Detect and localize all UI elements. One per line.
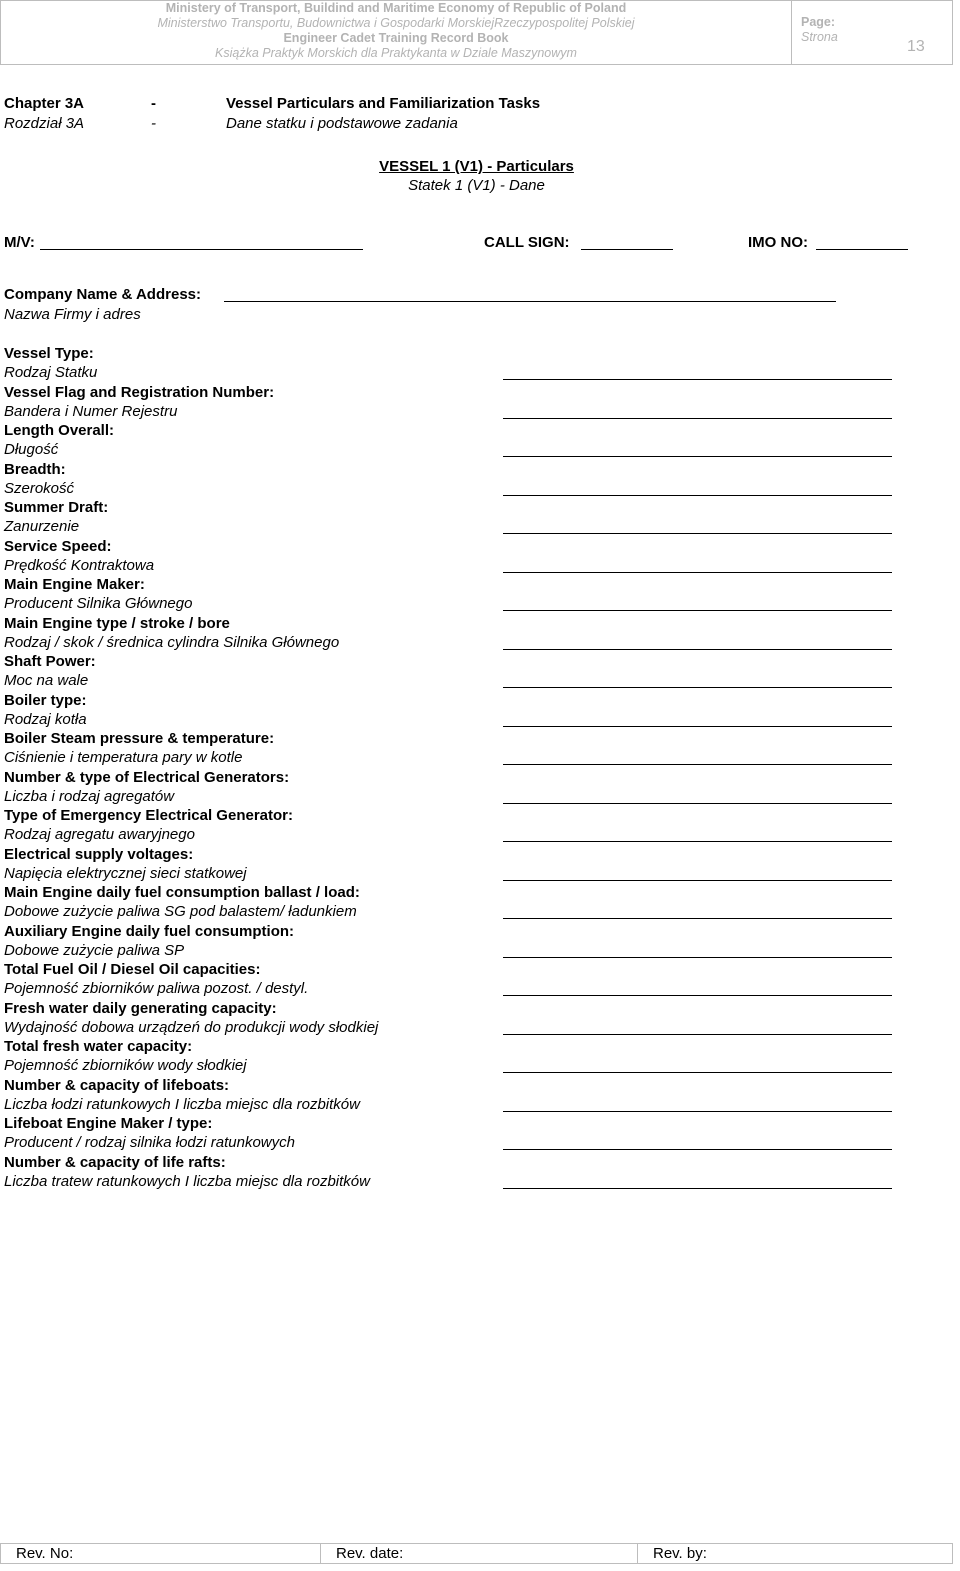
field-label-en: Total fresh water capacity:	[4, 1038, 193, 1055]
field-label-pl: Liczba tratew ratunkowych I liczba miejsc dla rozbitków	[4, 1172, 370, 1190]
imo-no-label: IMO NO:	[748, 234, 808, 251]
page-number: 13	[907, 38, 925, 55]
field-label-pl: Producent / rodzaj silnika łodzi ratunkowych	[4, 1134, 295, 1151]
field-label-en: Number & type of Electrical Generators:	[4, 768, 290, 786]
field-label-en: Summer Draft:	[4, 499, 109, 516]
rev-no-cell: Rev. No:	[1, 1544, 321, 1563]
chapter-title-pl: Dane statku i podstawowe zadania	[226, 115, 458, 132]
field-label-en: Shaft Power:	[4, 653, 96, 670]
rev-date-cell: Rev. date:	[321, 1544, 638, 1563]
chapter-dash-pl: -	[151, 115, 156, 132]
field-label-en: Electrical supply voltages:	[4, 845, 194, 863]
field-input-line[interactable]	[503, 495, 892, 496]
field-input-line[interactable]	[503, 880, 892, 881]
field-label-en: Main Engine Maker:	[4, 576, 145, 593]
field-label-pl: Rodzaj kotła	[4, 710, 87, 728]
company-input-line[interactable]	[224, 301, 836, 302]
company-label: Company Name & Address:	[4, 286, 201, 303]
chapter-label-pl: Rozdział 3A	[4, 115, 85, 132]
field-label-en: Length Overall:	[4, 422, 115, 439]
field-label-en: Lifeboat Engine Maker / type:	[4, 1115, 213, 1132]
field-input-line[interactable]	[503, 379, 892, 380]
page-label-pl: Strona	[801, 30, 838, 44]
field-label-pl: Pojemność zbiorników paliwa pozost. / destyl.	[4, 980, 309, 997]
section-title: VESSEL 1 (V1) - Particulars	[379, 158, 574, 175]
field-label-pl: Pojemność zbiorników wody słodkiej	[4, 1057, 247, 1074]
field-input-line[interactable]	[503, 649, 892, 650]
field-input-line[interactable]	[503, 1188, 892, 1189]
call-sign-input-line[interactable]	[581, 249, 673, 250]
field-label-pl: Rodzaj Statku	[4, 364, 98, 381]
field-label-pl: Prędkość Kontraktowa	[4, 556, 155, 574]
page-header	[0, 0, 953, 65]
field-label-en: Vessel Type:	[4, 345, 94, 362]
field-input-line[interactable]	[503, 1034, 892, 1035]
field-label-en: Main Engine type / stroke / bore	[4, 614, 230, 632]
chapter-title: Vessel Particulars and Familiarization Tasks	[226, 95, 541, 112]
field-label-en: Auxiliary Engine daily fuel consumption:	[4, 922, 295, 940]
field-label-en: Number & capacity of life rafts:	[4, 1153, 226, 1171]
header-line-1: Ministery of Transport, Buildind and Maritime Economy of Republic of Poland	[165, 1, 627, 15]
header-line-4: Książka Praktyk Morskich dla Praktykanta w Dziale Maszynowym	[215, 46, 577, 60]
field-input-line[interactable]	[503, 418, 892, 419]
field-label-pl: Rodzaj agregatu awaryjnego	[4, 826, 195, 843]
field-input-line[interactable]	[503, 803, 892, 804]
field-label-pl: Długość	[4, 441, 59, 458]
field-label-pl: Ciśnienie i temperatura pary w kotle	[4, 749, 243, 766]
field-label-pl: Moc na wale	[4, 672, 89, 689]
rev-by-cell: Rev. by:	[653, 1545, 707, 1562]
field-label-en: Type of Emergency Electrical Generator:	[4, 807, 293, 824]
page-label: Page:	[801, 15, 836, 29]
chapter-dash: -	[151, 95, 156, 112]
field-label-pl: Dobowe zużycie paliwa SG pod balastem/ ładunkiem	[4, 903, 357, 920]
field-label-pl: Producent Silnika Głównego	[4, 595, 193, 612]
field-input-line[interactable]	[503, 572, 892, 573]
header-line-3: Engineer Cadet Training Record Book	[283, 31, 509, 45]
mv-label: M/V:	[4, 234, 35, 251]
chapter-label: Chapter 3A	[4, 95, 85, 112]
company-label-pl: Nazwa Firmy i adres	[4, 306, 141, 323]
field-label-en: Vessel Flag and Registration Number:	[4, 383, 275, 401]
field-input-line[interactable]	[503, 533, 892, 534]
field-label-en: Total Fuel Oil / Diesel Oil capacities:	[4, 961, 261, 978]
field-label-pl: Rodzaj / skok / średnica cylindra Silnika Głównego	[4, 633, 340, 651]
header-titles	[1, 1, 792, 64]
field-input-line[interactable]	[503, 841, 892, 842]
field-label-pl: Dobowe zużycie paliwa SP	[4, 941, 185, 959]
field-label-en: Boiler type:	[4, 691, 87, 709]
field-label-pl: Liczba łodzi ratunkowych I liczba miejsc dla rozbitków	[4, 1095, 360, 1113]
field-input-line[interactable]	[503, 687, 892, 688]
mv-input-line[interactable]	[40, 249, 363, 250]
section-title-pl: Statek 1 (V1) - Dane	[408, 177, 545, 194]
field-input-line[interactable]	[503, 610, 892, 611]
field-label-pl: Szerokość	[4, 479, 75, 497]
field-label-en: Number & capacity of lifeboats:	[4, 1076, 230, 1094]
field-input-line[interactable]	[503, 957, 892, 958]
field-input-line[interactable]	[503, 1149, 892, 1150]
field-label-en: Main Engine daily fuel consumption ballast / load:	[4, 884, 360, 901]
page-label-block	[801, 15, 838, 45]
field-label-pl: Bandera i Numer Rejestru	[4, 402, 178, 420]
field-label-pl: Zanurzenie	[4, 518, 80, 535]
field-input-line[interactable]	[503, 918, 892, 919]
field-label-pl: Napięcia elektrycznej sieci statkowej	[4, 864, 247, 882]
field-label-en: Fresh water daily generating capacity:	[4, 999, 277, 1017]
field-label-pl: Liczba i rodzaj agregatów	[4, 787, 175, 805]
field-input-line[interactable]	[503, 995, 892, 996]
header-line-2: Ministerstwo Transportu, Budownictwa i Gospodarki MorskiejRzeczypospolitej Polskiej	[157, 16, 635, 30]
field-input-line[interactable]	[503, 1111, 892, 1112]
field-label-pl: Wydajność dobowa urządzeń do produkcji wody słodkiej	[4, 1018, 379, 1036]
field-input-line[interactable]	[503, 1072, 892, 1073]
revision-footer	[0, 1543, 953, 1564]
field-input-line[interactable]	[503, 726, 892, 727]
field-input-line[interactable]	[503, 456, 892, 457]
call-sign-label: CALL SIGN:	[484, 234, 570, 251]
imo-no-input-line[interactable]	[816, 249, 908, 250]
field-label-en: Breadth:	[4, 460, 66, 478]
field-input-line[interactable]	[503, 764, 892, 765]
field-label-en: Boiler Steam pressure & temperature:	[4, 730, 275, 747]
field-label-en: Service Speed:	[4, 537, 112, 555]
